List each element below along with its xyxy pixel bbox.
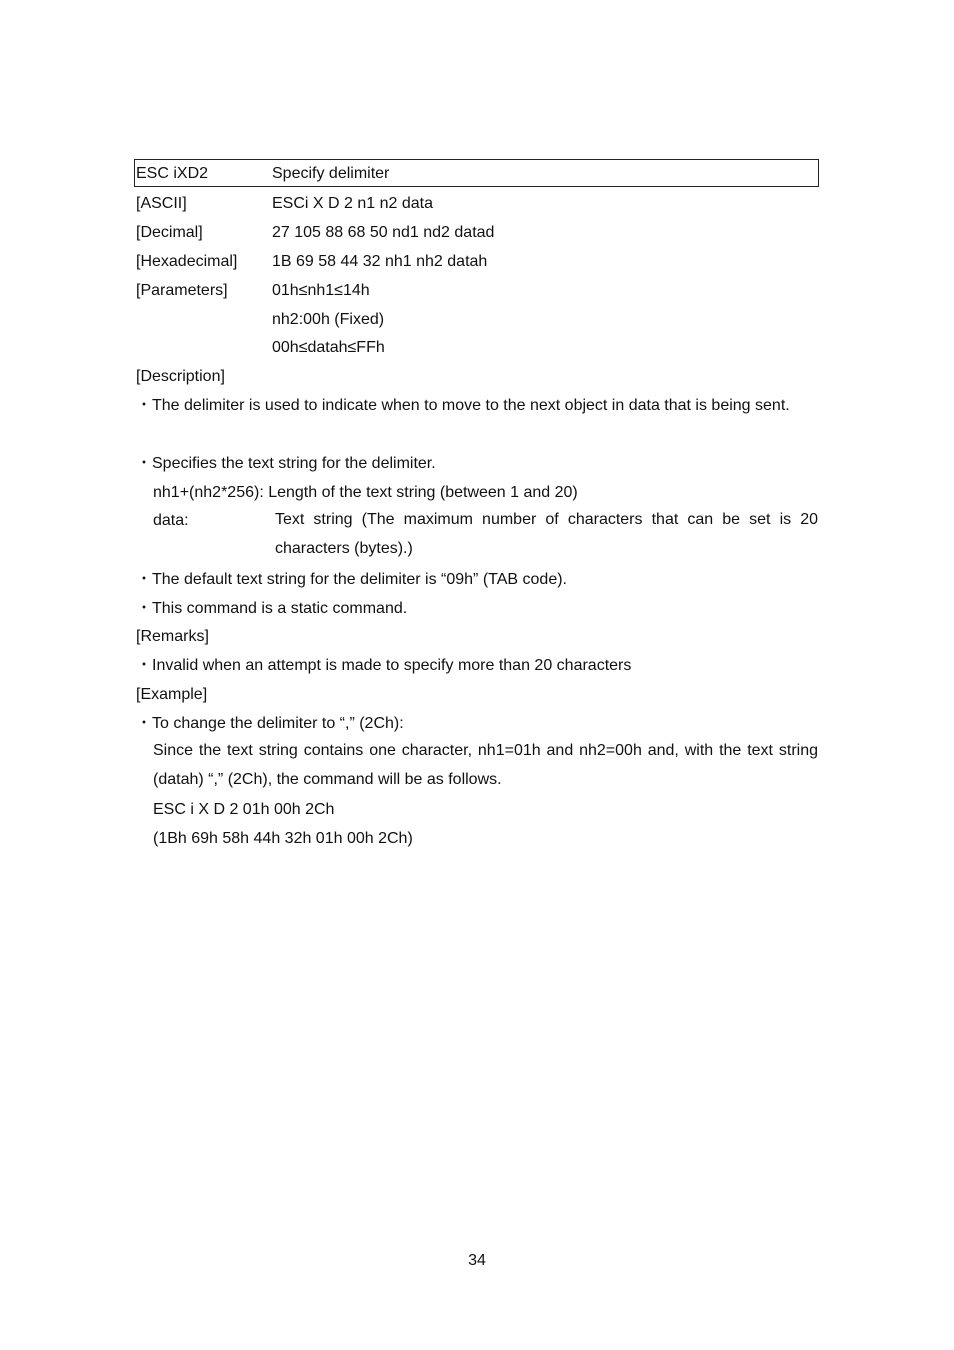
ascii-value: ESCi X D 2 n1 n2 data — [272, 195, 433, 212]
description-bullet: ・Specifies the text string for the delimiter. — [136, 455, 436, 472]
description-bullet: ・The default text string for the delimiter is “09h” (TAB code). — [136, 571, 567, 588]
description-bullet: ・The delimiter is used to indicate when to move to the next object in data that is being sent. — [136, 397, 790, 414]
hexadecimal-value: 1B 69 58 44 32 nh1 nh2 datah — [272, 253, 488, 270]
decimal-label: [Decimal] — [136, 224, 203, 241]
command-name: ESC iXD2 — [136, 165, 209, 182]
command-header-box — [134, 159, 819, 187]
example-explanation: Since the text string contains one character, nh1=01h and nh2=00h and, with the text string (datah) “,” (2Ch), the command will be as follows. — [153, 742, 818, 788]
parameters-label: [Parameters] — [136, 282, 228, 299]
description-heading: [Description] — [136, 368, 225, 385]
parameter-line: nh2:00h (Fixed) — [272, 311, 385, 328]
length-definition: nh1+(nh2*256): Length of the text string (between 1 and 20) — [153, 484, 578, 501]
example-heading: [Example] — [136, 686, 208, 703]
data-label: data: — [153, 512, 189, 529]
command-title: Specify delimiter — [272, 165, 390, 182]
ascii-label: [ASCII] — [136, 195, 187, 212]
parameter-line: 01h≤nh1≤14h — [272, 282, 370, 299]
page-number: 34 — [468, 1252, 486, 1269]
data-description: Text string (The maximum number of characters that can be set is 20 characters (bytes).) — [275, 511, 818, 557]
example-bullet: ・To change the delimiter to “,” (2Ch): — [136, 715, 404, 732]
description-bullet: ・This command is a static command. — [136, 600, 408, 617]
example-hex: (1Bh 69h 58h 44h 32h 01h 00h 2Ch) — [153, 830, 413, 847]
hexadecimal-label: [Hexadecimal] — [136, 253, 238, 270]
decimal-value: 27 105 88 68 50 nd1 nd2 datad — [272, 224, 495, 241]
example-command: ESC i X D 2 01h 00h 2Ch — [153, 801, 335, 818]
remarks-bullet: ・Invalid when an attempt is made to specify more than 20 characters — [136, 657, 632, 674]
parameter-line: 00h≤datah≤FFh — [272, 339, 385, 356]
remarks-heading: [Remarks] — [136, 628, 209, 645]
